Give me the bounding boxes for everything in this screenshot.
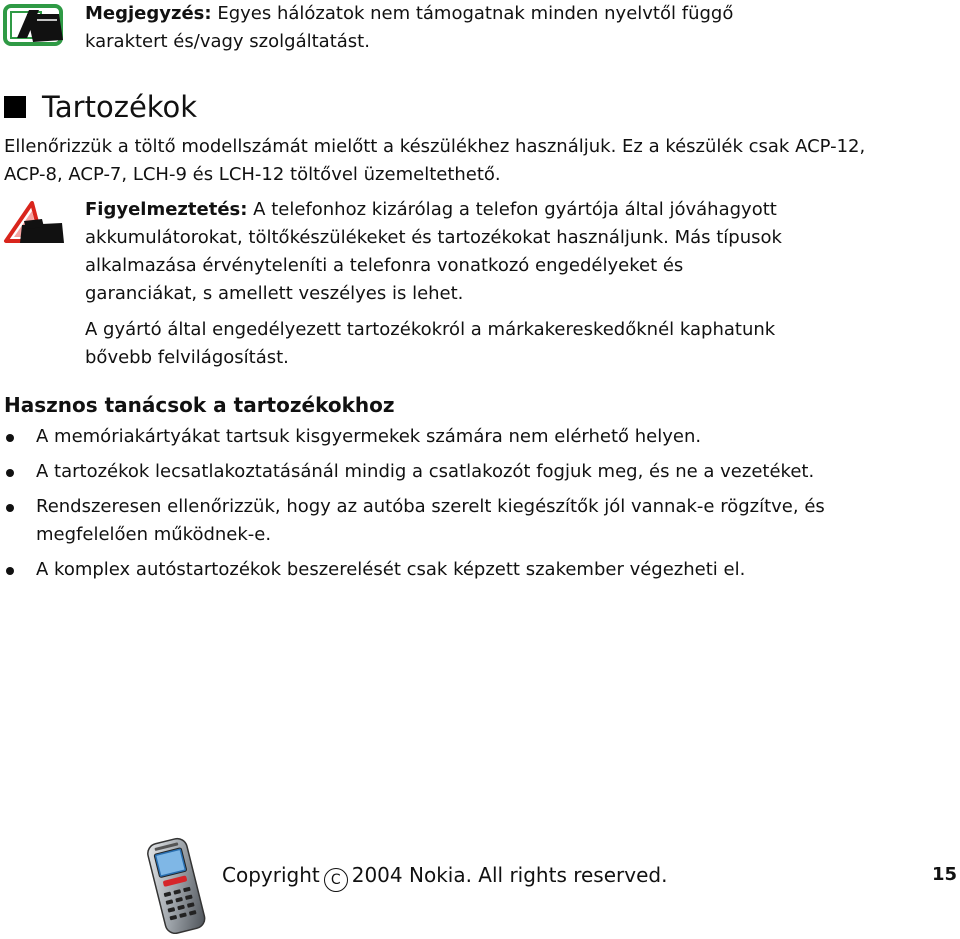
note-text <box>85 0 805 56</box>
note-label: Megjegyzés: <box>85 3 212 24</box>
tips-list <box>0 423 920 591</box>
warning-icon <box>2 201 66 247</box>
bullet-icon <box>6 567 14 575</box>
note-body: Egyes hálózatok nem támogatnak minden nyelvtől függő karaktert és/vagy szolgáltatást. <box>85 3 734 52</box>
copyright-symbol-icon: C <box>324 868 348 892</box>
list-item <box>0 423 920 451</box>
copyright-notice <box>222 860 667 892</box>
list-item-text: A memóriakártyákat tartsuk kisgyermekek számára nem elérhető helyen. <box>36 426 702 447</box>
warning-text <box>85 196 785 308</box>
bullet-icon <box>6 434 14 442</box>
warning-label: Figyelmeztetés: <box>85 199 248 220</box>
warning-body: A telefonhoz kizárólag a telefon gyártója által jóváhagyott akkumulátorokat, töltőkészülékeket és tartozékokat használjunk. Más típusok alkalmazása érvényteleníti a telefonra vonatkozó engedélyeket és garanciákat, s amellett veszélyes is lehet. <box>85 199 782 304</box>
intro-paragraph: Ellenőrizzük a töltő modellszámát mielőtt a készülékhez használjuk. Ez a készülék csak ACP-12, ACP-8, ACP-7, LCH-9 és LCH-12 töltővel üzemeltethető. <box>4 136 866 185</box>
bullet-icon <box>6 469 14 477</box>
list-item-text: Rendszeresen ellenőrizzük, hogy az autóba szerelt kiegészítők jól vannak-e rögzítve, és megfelelően működnek-e. <box>36 496 825 545</box>
list-item-text: A komplex autóstartozékok beszerelését csak képzett szakember végezheti el. <box>36 559 746 580</box>
copyright-suffix: 2004 Nokia. All rights reserved. <box>351 863 668 887</box>
list-item <box>0 493 920 549</box>
section-title: Tartozékok <box>42 90 198 124</box>
list-item-text: A tartozékok lecsatlakoztatásánál mindig a csatlakozót fogjuk meg, és ne a vezetéket. <box>36 461 815 482</box>
tips-heading: Hasznos tanácsok a tartozékokhoz <box>4 393 395 417</box>
list-item <box>0 556 920 584</box>
copyright-prefix: Copyright <box>222 863 320 887</box>
list-item <box>0 458 920 486</box>
nokia-phone-image <box>140 836 212 934</box>
warning-paragraph-2: A gyártó által engedélyezett tartozékokról a márkakereskedőknél kaphatunk bővebb felvilágosítást. <box>85 319 776 368</box>
heading-square-marker <box>4 96 26 118</box>
page-number: 15 <box>932 864 958 885</box>
note-icon <box>3 4 67 48</box>
bullet-icon <box>6 504 14 512</box>
